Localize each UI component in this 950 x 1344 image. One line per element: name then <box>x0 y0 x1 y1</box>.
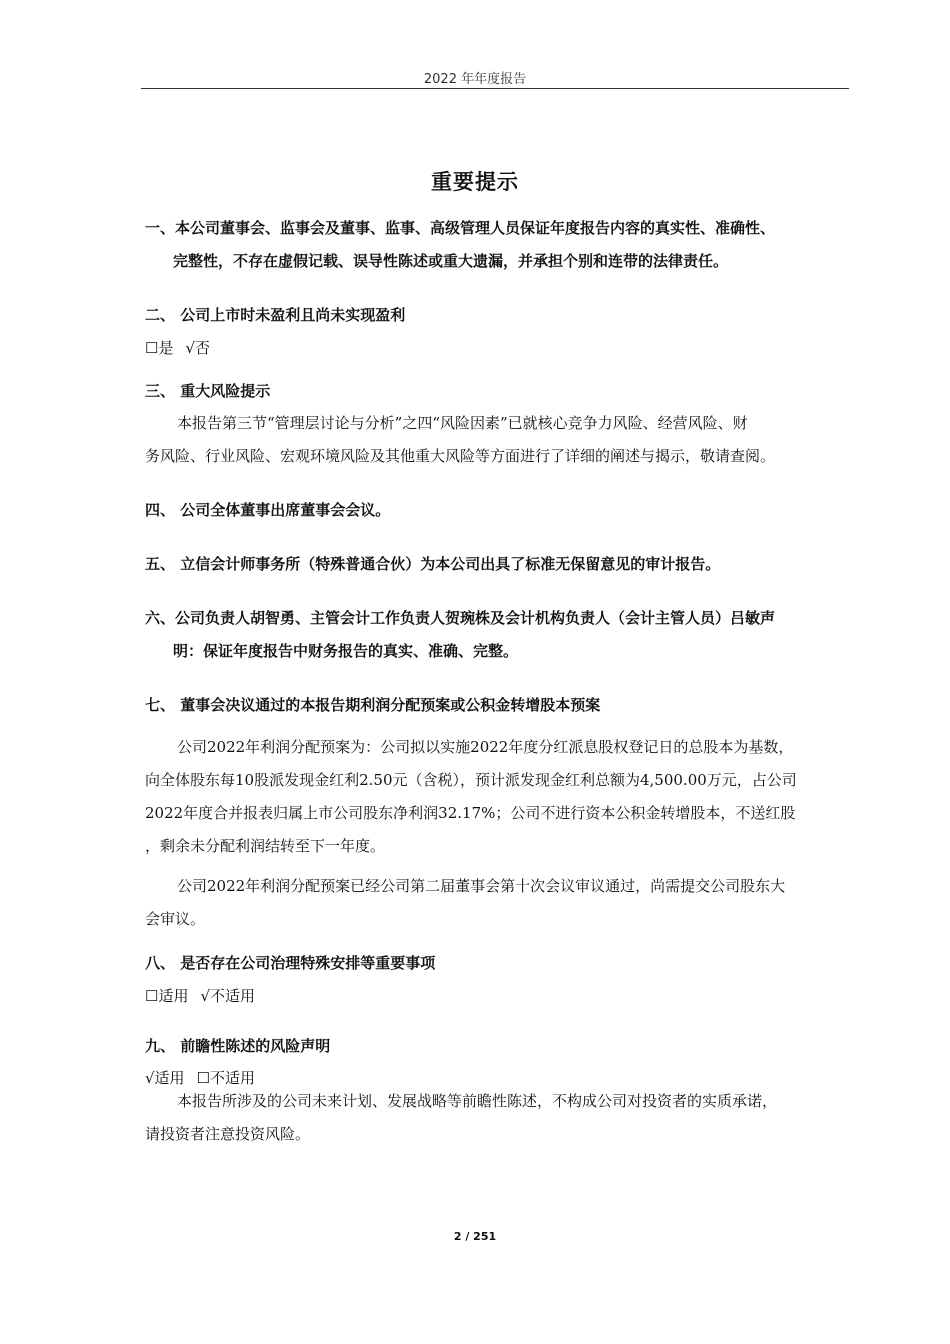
page-number: 2 / 251 <box>453 1230 497 1243</box>
section-2-options <box>145 336 210 360</box>
paragraph-line: 向全体股东每10股派发现金红利2.50元（含税），预计派发现金红利总额为4,500.00万元，占公司 <box>145 771 797 789</box>
section-9-heading: 九、 前瞻性陈述的风险声明 <box>145 1037 331 1055</box>
section-6-line: 六、公司负责人胡智勇、主管会计工作负责人贺琬株及会计机构负责人（会计主管人员）吕敏声 <box>145 609 776 627</box>
paragraph-line: 务风险、行业风险、宏观环境风险及其他重大风险等方面进行了详细的阐述与揭示，敬请查阅。 <box>145 447 776 465</box>
header-divider <box>141 88 849 89</box>
section-3-heading: 三、 重大风险提示 <box>145 382 271 400</box>
option-not-applicable: √不适用 <box>200 987 256 1005</box>
section-1-line: 完整性，不存在虚假记载、误导性陈述或重大遗漏，并承担个别和连带的法律责任。 <box>173 252 729 270</box>
paragraph-line: ，剩余未分配利润结转至下一年度。 <box>145 837 386 855</box>
paragraph-line: 请投资者注意投资风险。 <box>145 1125 311 1143</box>
page-title: 重要提示 <box>431 170 519 194</box>
paragraph-line: 本报告所涉及的公司未来计划、发展战略等前瞻性陈述，不构成公司对投资者的实质承诺， <box>177 1092 778 1110</box>
section-7-heading: 七、 董事会决议通过的本报告期利润分配预案或公积金转增股本预案 <box>145 696 601 714</box>
section-6 <box>145 602 851 668</box>
section-6-line: 明：保证年度报告中财务报告的真实、准确、完整。 <box>173 642 519 660</box>
header-title: 2022 年年度报告 <box>423 72 527 87</box>
paragraph-line: 公司2022年利润分配预案为：公司拟以实施2022年度分红派息股权登记日的总股本为基数， <box>177 738 794 756</box>
section-4-heading: 四、 公司全体董事出席董事会会议。 <box>145 501 391 519</box>
section-7-paragraph-2 <box>145 870 851 936</box>
option-not-applicable: ☐不适用 <box>196 1069 256 1087</box>
paragraph-line: 会审议。 <box>145 910 206 928</box>
paragraph-line: 2022年度合并报表归属上市公司股东净利润32.17%；公司不进行资本公积金转增股本，不送红股 <box>145 804 796 822</box>
option-no: √否 <box>185 339 211 357</box>
paragraph-line: 本报告第三节“管理层讨论与分析”之四“风险因素”已就核心竞争力风险、经营风险、财 <box>177 414 748 432</box>
section-3-body <box>145 407 851 473</box>
section-5-heading: 五、 立信会计师事务所（特殊普通合伙）为本公司出具了标准无保留意见的审计报告。 <box>145 555 721 573</box>
section-1 <box>145 212 851 278</box>
section-8-heading: 八、 是否存在公司治理特殊安排等重要事项 <box>145 954 436 972</box>
section-7-paragraph-1 <box>145 731 851 863</box>
section-2-heading: 二、 公司上市时未盈利且尚未实现盈利 <box>145 306 406 324</box>
option-applicable: ☐适用 <box>145 987 189 1005</box>
section-1-line: 一、本公司董事会、监事会及董事、监事、高级管理人员保证年度报告内容的真实性、准确性、 <box>145 219 776 237</box>
section-9-body <box>145 1085 851 1151</box>
paragraph-line: 公司2022年利润分配预案已经公司第二届董事会第十次会议审议通过，尚需提交公司股东大 <box>177 877 786 895</box>
section-8-options <box>145 984 255 1008</box>
option-yes: ☐是 <box>145 339 174 357</box>
option-applicable: √适用 <box>145 1069 185 1087</box>
